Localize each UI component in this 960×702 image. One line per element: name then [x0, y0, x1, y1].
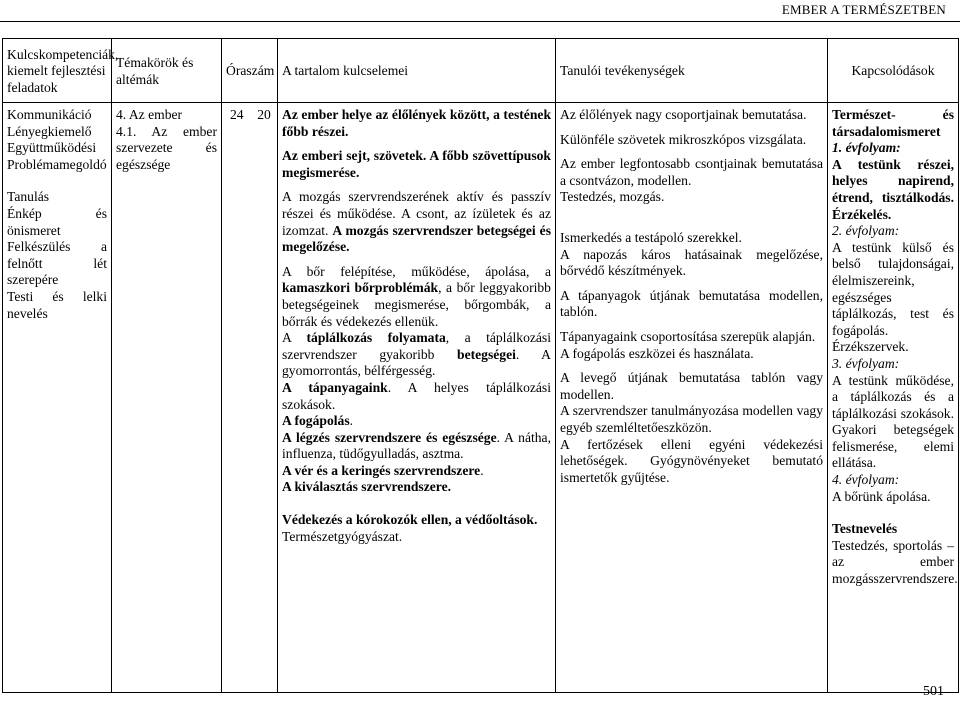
header-competencies: Kulcskompetenciák, kiemelt fejlesztési feladatok [3, 39, 112, 103]
header-rule [0, 21, 960, 22]
connection-grade: 3. évfolyam: [832, 355, 900, 371]
hours-cell [222, 103, 278, 693]
content-item: A kiválasztás szervrendszere. [282, 479, 452, 495]
topics-cell [112, 103, 222, 693]
connection-item: A testünk külső és belső tulajdonságai, élelmiszereink, egészséges táplálkozás, test és fogápolás. Érzékszervek. [832, 239, 954, 355]
content-item: Védekezés a kórokozók ellen, a védőoltások. [282, 512, 538, 528]
competency-item: Testi és lelki nevelés [7, 288, 107, 321]
activity-item: Tápanyagaink csoportosítása szerepük alapján. [560, 328, 816, 344]
content-item: A bőr felépítése, működése, ápolása, a kamaszkori bőrproblémák, a bőr leggyakoribb betegségeinek megismerése, bőrgombák, a bőrrák és védekezés ellenük. [282, 263, 551, 329]
competency-item: Énkép és önismeret [7, 205, 107, 238]
running-header-title: EMBER A TERMÉSZETBEN [781, 2, 946, 17]
connection-item: A testünk részei, helyes napirend, étrend, tisztálkodás. Érzékelés. [832, 156, 954, 222]
connection-item: Testedzés, sportolás – az ember mozgásszervrendszere. [832, 537, 958, 587]
activity-item: A szervrendszer tanulmányozása modellen vagy egyéb szemléltetőeszközön. [560, 403, 823, 435]
competency-item: Tanulás [7, 189, 50, 205]
topic-main: 4. Az ember [116, 107, 183, 122]
header-activities: Tanulói tevékenységek [556, 39, 828, 103]
topic-sub: 4.1. Az ember szervezete és egészsége [116, 123, 217, 172]
activity-item: Az ember legfontosabb csontjainak bemutatása a csontvázon, modellen. [560, 156, 823, 188]
curriculum-table [2, 38, 959, 693]
competency-item: Lényegkiemelő [7, 123, 92, 139]
activity-item: Az élőlények nagy csoportjainak bemutatása. [560, 107, 807, 122]
header-topics: Témakörök és altémák [112, 39, 222, 103]
content-item: A fogápolás. [282, 413, 354, 429]
activity-item: A napozás káros hatásainak megelőzése, bőrvédő készítmények. [560, 246, 823, 279]
hours-value-a: 24 [230, 107, 244, 122]
competency-item: Kommunikáció [7, 107, 92, 122]
connections-cell [828, 103, 959, 693]
activity-item: Testedzés, mozgás. [560, 189, 665, 205]
header-content: A tartalom kulcselemei [278, 39, 556, 103]
activity-item: Ismerkedés a testápoló szerekkel. [560, 229, 742, 245]
page-number: 501 [923, 684, 944, 699]
content-item: Az ember helye az élőlények között, a testének főbb részei. [282, 107, 551, 139]
activity-item: A levegő útjának bemutatása tablón vagy modellen. [560, 370, 823, 402]
competency-item: Problémamegoldó [7, 156, 107, 172]
connection-subject: Testnevelés [832, 521, 898, 537]
activity-item: A tápanyagok útjának bemutatása modellen, tablón. [560, 287, 823, 320]
content-cell [278, 103, 556, 693]
table-header-row [3, 39, 959, 103]
activity-item: A fogápolás eszközei és használata. [560, 345, 754, 361]
competency-item: Együttműködési [7, 140, 97, 156]
content-item: A táplálkozás folyamata, a táplálkozási szervrendszer gyakoribb betegségei. A gyomorrontás, bélférgesség. [282, 330, 551, 379]
header-hours: Óraszám [222, 39, 278, 103]
connection-grade: 4. évfolyam: [832, 472, 900, 488]
activity-item: Különféle szövetek mikroszkópos vizsgálata. [560, 131, 807, 147]
hours-value-b: 20 [257, 107, 271, 122]
connection-grade: 2. évfolyam: [832, 223, 900, 239]
activity-item: A fertőzések elleni egyéni védekezési lehetőségek. Gyógynövényeket bemutató ismertetők gyűjtése. [560, 436, 823, 485]
connection-subject: Természet- és társadalomismeret [832, 107, 954, 139]
connection-item: A bőrünk ápolása. [832, 488, 931, 504]
content-item: A légzés szervrendszere és egészsége. A nátha, influenza, tüdőgyulladás, asztma. [282, 429, 551, 462]
competency-item: Felkészülés a felnőtt lét szerepére [7, 239, 107, 288]
content-item: A tápanyagaink. A helyes táplálkozási szokások. [282, 379, 551, 412]
content-item: A mozgás szervrendszerének aktív és passzív részei és működése. A csont, az ízületek és az izomzat. A mozgás szervrendszer betegségei és megelőzése. [282, 189, 551, 255]
table-row [3, 103, 959, 693]
content-item: Természetgyógyászat. [282, 528, 403, 544]
activities-cell [556, 103, 828, 693]
content-item: Az emberi sejt, szövetek. A főbb szövettípusok megismerése. [282, 148, 551, 180]
competencies-cell [3, 103, 112, 693]
connection-item: A testünk működése, a táplálkozás és a táplálkozási szokások. Gyakori betegségek felismerése, elemi ellátása. [832, 372, 954, 471]
connection-grade: 1. évfolyam: [832, 140, 901, 156]
header-connections: Kapcsolódások [828, 39, 959, 103]
content-item: A vér és a keringés szervrendszere. [282, 462, 484, 478]
